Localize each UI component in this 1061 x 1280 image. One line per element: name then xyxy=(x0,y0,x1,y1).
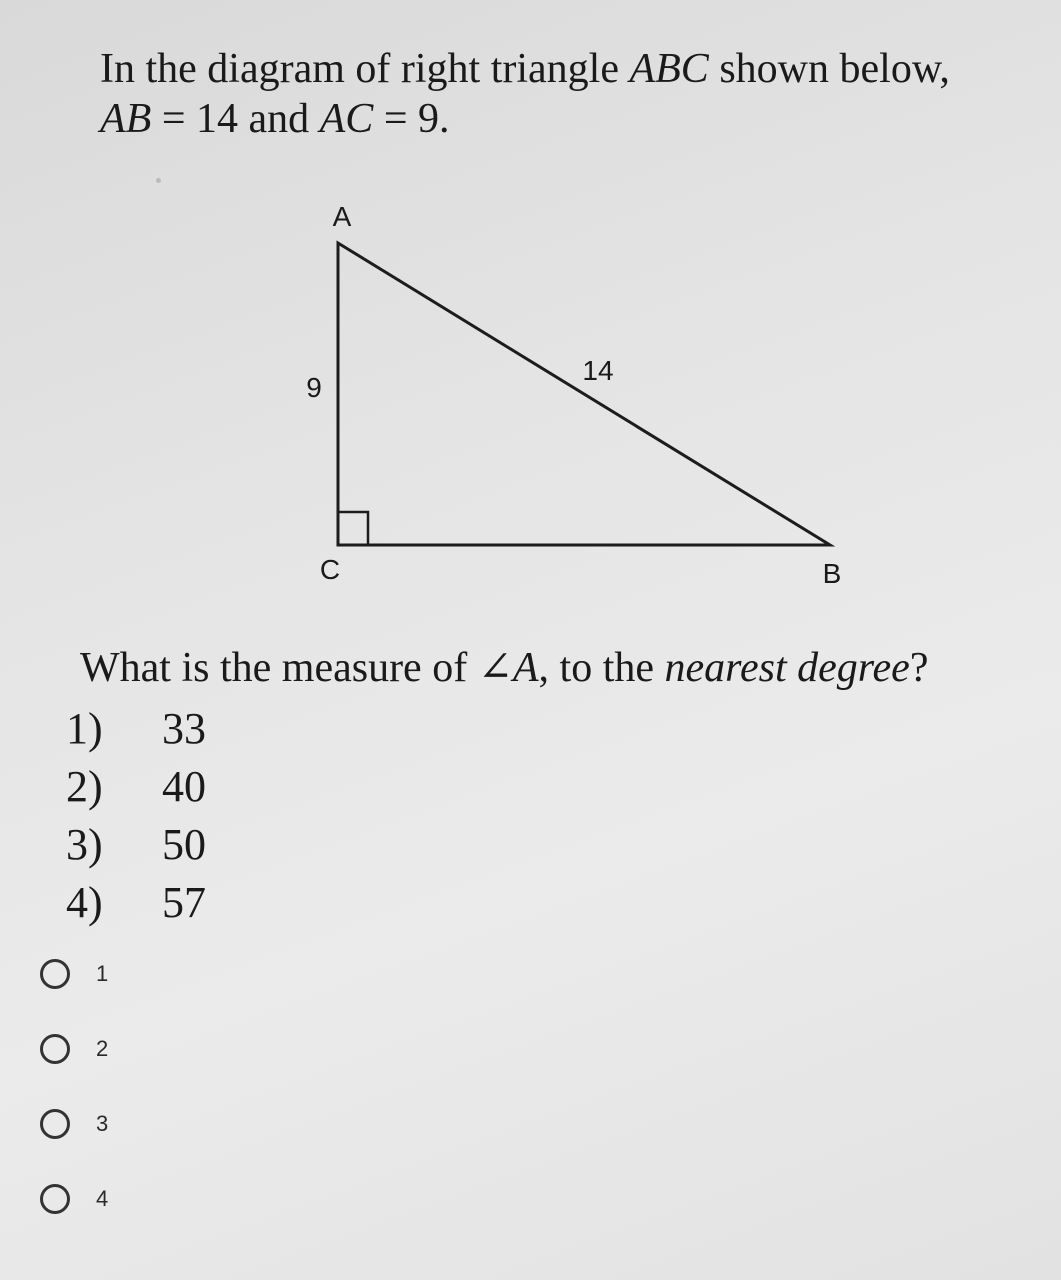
ab-label: AB xyxy=(100,96,152,142)
vertex-a-label: A xyxy=(332,201,352,232)
radio-button-1[interactable] xyxy=(40,959,70,989)
vertex-c-label: C xyxy=(319,554,341,585)
radio-label-3[interactable]: 3 xyxy=(96,1111,109,1136)
ac-eq: = 9. xyxy=(373,96,450,142)
radio-button-3[interactable] xyxy=(40,1109,70,1139)
choice-value: 57 xyxy=(162,878,206,927)
choice-number: 1) xyxy=(66,704,103,753)
radio-button-4[interactable] xyxy=(40,1184,70,1214)
choice-number: 4) xyxy=(66,878,103,927)
intro-prefix: In the diagram of right triangle xyxy=(100,46,630,92)
intro-triangle: ABC xyxy=(629,46,709,92)
prompt-prefix: What is the measure of xyxy=(80,645,478,691)
ac-label: AC xyxy=(319,96,374,142)
prompt-suffix: ? xyxy=(909,645,929,691)
radio-label-4[interactable]: 4 xyxy=(96,1186,109,1211)
ab-eq: = 14 and xyxy=(151,96,320,142)
choice-number: 2) xyxy=(66,762,103,811)
triangle-abc xyxy=(338,243,830,545)
side-ab-label: 14 xyxy=(582,355,614,386)
radio-button-2[interactable] xyxy=(40,1034,70,1064)
question-prompt xyxy=(80,642,1055,694)
intro-suffix: shown below, xyxy=(708,46,950,92)
choice-value: 50 xyxy=(162,820,206,869)
radio-label-1[interactable]: 1 xyxy=(96,961,109,986)
prompt-angle: ∠A xyxy=(477,645,539,691)
prompt-middle: , to the xyxy=(538,645,665,691)
choice-value: 33 xyxy=(162,704,206,753)
prompt-emphasis: nearest degree xyxy=(664,645,910,691)
choice-number: 3) xyxy=(66,820,103,869)
right-angle-marker xyxy=(338,512,368,545)
radio-label-2[interactable]: 2 xyxy=(96,1036,109,1061)
vertex-b-label: B xyxy=(822,558,842,589)
choice-value: 40 xyxy=(162,762,206,811)
side-ac-label: 9 xyxy=(306,372,322,403)
